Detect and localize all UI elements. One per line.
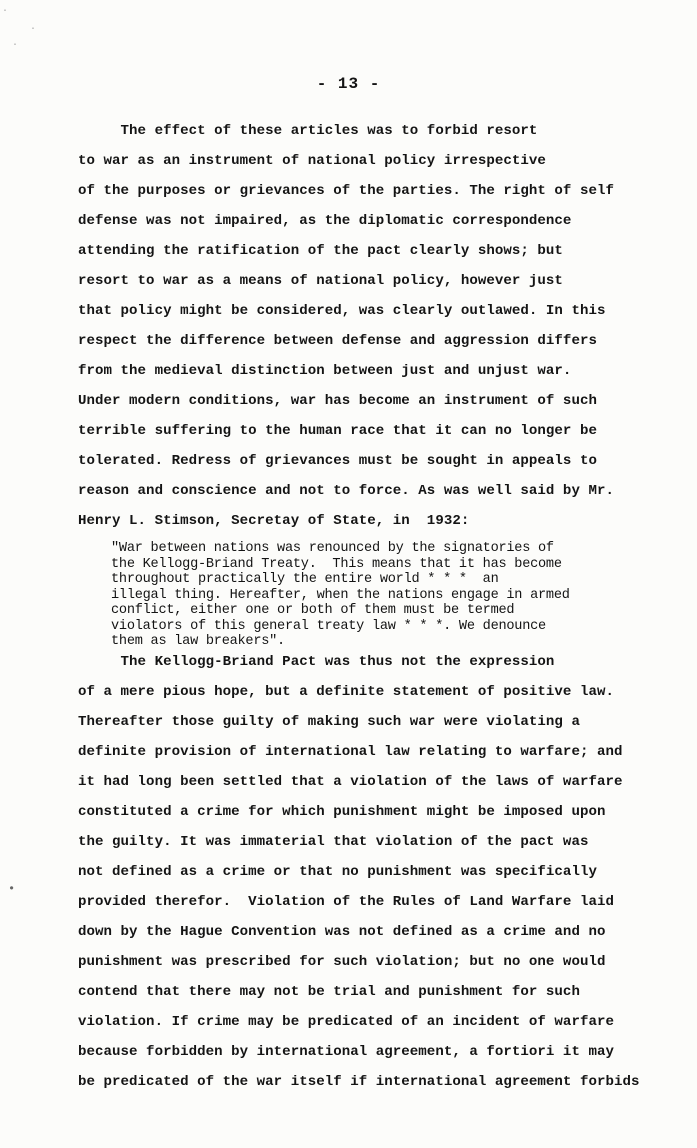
paragraph-kellogg-briand-pact bbox=[78, 647, 678, 1097]
quote-line: violators of this general treaty law * * *. We denounce bbox=[111, 618, 546, 634]
paragraph-line: provided therefor. Violation of the Rules of Land Warfare laid bbox=[78, 894, 614, 910]
paragraph-line: not defined as a crime or that no punishment was specifically bbox=[78, 864, 597, 880]
paragraph-line: terrible suffering to the human race that it can no longer be bbox=[78, 423, 597, 439]
paper-speck-mark: · bbox=[2, 6, 9, 17]
paragraph-line: resort to war as a means of national policy, however just bbox=[78, 273, 563, 289]
paragraph-line: Thereafter those guilty of making such war were violating a bbox=[78, 714, 580, 730]
paragraph-line: be predicated of the war itself if international agreement forbids bbox=[78, 1074, 640, 1090]
paragraph-line: definite provision of international law relating to warfare; and bbox=[78, 744, 623, 760]
paragraph-effect-of-articles bbox=[78, 116, 678, 536]
quote-line: the Kellogg-Briand Treaty. This means that it has become bbox=[111, 556, 562, 572]
paragraph-line: because forbidden by international agreement, a fortiori it may bbox=[78, 1044, 614, 1060]
paragraph-line: reason and conscience and not to force. As was well said by Mr. bbox=[78, 483, 614, 499]
paragraph-line: that policy might be considered, was clearly outlawed. In this bbox=[78, 303, 606, 319]
paragraph-line: violation. If crime may be predicated of an incident of warfare bbox=[78, 1014, 614, 1030]
paragraph-line: punishment was prescribed for such violation; but no one would bbox=[78, 954, 606, 970]
paragraph-line: to war as an instrument of national policy irrespective bbox=[78, 153, 546, 169]
page-number: - 13 - bbox=[316, 75, 381, 93]
paragraph-line: defense was not impaired, as the diplomatic correspondence bbox=[78, 213, 572, 229]
paper-speck-mark: · bbox=[30, 24, 37, 35]
stimson-block-quote bbox=[111, 541, 671, 650]
paragraph-line: of a mere pious hope, but a definite statement of positive law. bbox=[78, 684, 614, 700]
paragraph-line: it had long been settled that a violation of the laws of warfare bbox=[78, 774, 623, 790]
paragraph-line: constituted a crime for which punishment might be imposed upon bbox=[78, 804, 606, 820]
paragraph-line: attending the ratification of the pact clearly shows; but bbox=[78, 243, 563, 259]
paragraph-line: respect the difference between defense and aggression differs bbox=[78, 333, 597, 349]
paragraph-line: The Kellogg-Briand Pact was thus not the expression bbox=[78, 654, 555, 670]
paper-speck-mark: · bbox=[12, 40, 19, 51]
paragraph-line: the guilty. It was immaterial that violation of the pact was bbox=[78, 834, 589, 850]
quote-line: them as law breakers". bbox=[111, 634, 285, 649]
paper-speck-mark: • bbox=[8, 882, 16, 896]
quote-line: illegal thing. Hereafter, when the nations engage in armed bbox=[111, 587, 570, 603]
paragraph-line: Under modern conditions, war has become an instrument of such bbox=[78, 393, 597, 409]
paragraph-line: The effect of these articles was to forbid resort bbox=[78, 123, 538, 139]
quote-line: throughout practically the entire world * * * an bbox=[111, 572, 499, 587]
paragraph-line: contend that there may not be trial and punishment for such bbox=[78, 984, 580, 1000]
quote-line: "War between nations was renounced by the signatories of bbox=[111, 541, 554, 556]
paragraph-line: tolerated. Redress of grievances must be sought in appeals to bbox=[78, 453, 597, 469]
paragraph-line: Henry L. Stimson, Secretay of State, in 1932: bbox=[78, 513, 470, 529]
paragraph-line: of the purposes or grievances of the parties. The right of self bbox=[78, 183, 614, 199]
paragraph-line: down by the Hague Convention was not defined as a crime and no bbox=[78, 924, 606, 940]
paragraph-line: from the medieval distinction between just and unjust war. bbox=[78, 363, 572, 379]
quote-line: conflict, either one or both of them must be termed bbox=[111, 603, 515, 618]
